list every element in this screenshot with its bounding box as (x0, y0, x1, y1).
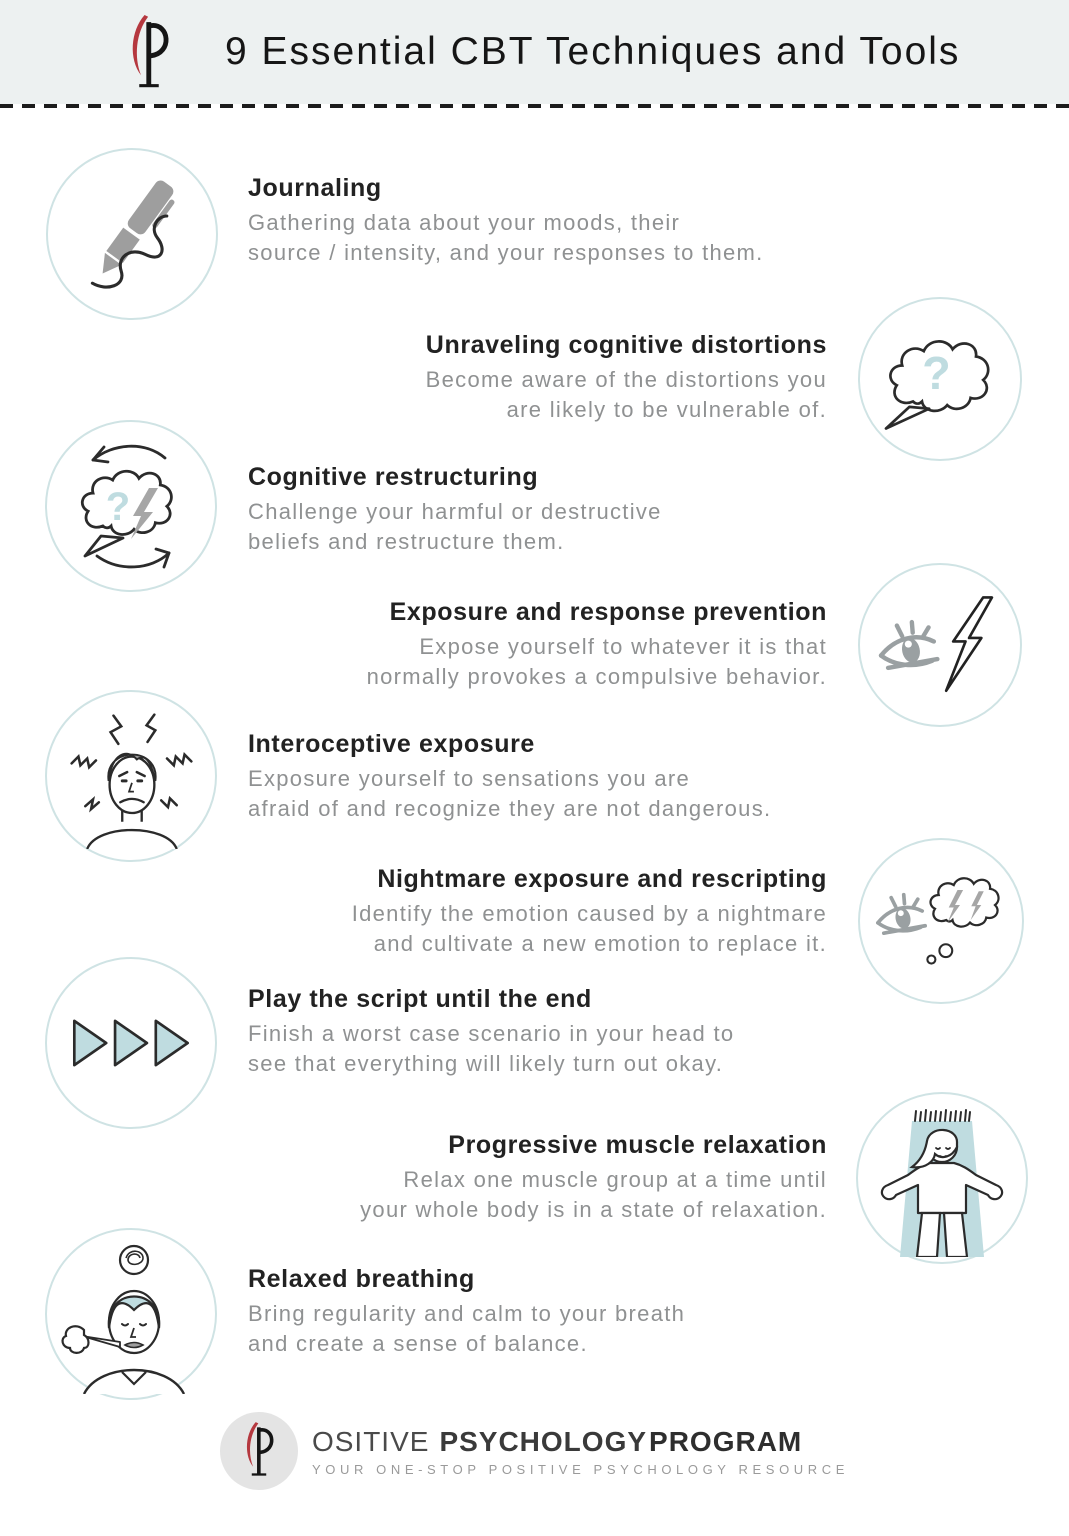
item-title: Unraveling cognitive distortions (425, 331, 827, 359)
item-desc-line: Bring regularity and calm to your breath (248, 1301, 686, 1326)
positive-psychology-logo-icon (236, 1417, 282, 1485)
brand-part-program: PROGRAM (649, 1425, 803, 1457)
brand-part-psychology: PSYCHOLOGY (439, 1425, 648, 1457)
item-relaxed-breathing (248, 1265, 685, 1359)
item-cognitive-restructuring (248, 463, 662, 557)
thought-cloud-question-icon (858, 297, 1022, 461)
header-band (0, 0, 1069, 104)
item-desc-line: your whole body is in a state of relaxation. (360, 1197, 827, 1222)
item-desc-line: and create a sense of balance. (248, 1331, 588, 1356)
item-desc-line: Become aware of the distortions you (425, 367, 827, 392)
brand-tagline: YOUR ONE-STOP POSITIVE PSYCHOLOGY RESOURCE (311, 1461, 850, 1477)
item-progressive-muscle-relaxation (360, 1131, 827, 1225)
item-title: Journaling (248, 174, 382, 202)
item-title: Interoceptive exposure (248, 730, 535, 758)
item-desc-line: Finish a worst case scenario in your head to (248, 1021, 735, 1046)
brand-name (312, 1426, 849, 1458)
person-on-mat-icon (856, 1092, 1028, 1264)
item-unraveling-cognitive-distortions (426, 331, 827, 425)
page-title: 9 Essential CBT Techniques and Tools (225, 30, 961, 73)
item-play-the-script (248, 985, 734, 1079)
item-desc-line: Identify the emotion caused by a nightmare (351, 901, 827, 926)
item-desc-line: source / intensity, and your responses to them. (248, 240, 764, 265)
item-desc-line: and cultivate a new emotion to replace it. (373, 931, 827, 956)
breathing-person-icon (45, 1228, 217, 1400)
item-nightmare-exposure-rescripting (352, 865, 827, 959)
item-journaling (248, 174, 764, 268)
item-title: Progressive muscle relaxation (448, 1131, 827, 1159)
item-desc-line: Expose yourself to whatever it is that (419, 634, 827, 659)
item-desc-line: Exposure yourself to sensations you are (248, 766, 691, 791)
item-exposure-response-prevention (367, 598, 827, 692)
brand-part-ositive: OSITIVE (311, 1425, 430, 1457)
item-title: Nightmare exposure and rescripting (377, 865, 827, 893)
item-interoceptive-exposure (248, 730, 771, 824)
item-desc-line: beliefs and restructure them. (248, 529, 565, 554)
item-title: Cognitive restructuring (248, 463, 539, 491)
item-title: Relaxed breathing (248, 1265, 475, 1293)
pen-icon (46, 148, 218, 320)
eye-nightmare-cloud-icon (858, 838, 1024, 1004)
item-desc-line: see that everything will likely turn out okay. (248, 1051, 724, 1076)
footer-brand-block (312, 1426, 849, 1477)
footer-logo-badge (220, 1412, 298, 1490)
item-desc-line: Gathering data about your moods, their (248, 210, 681, 235)
item-desc-line: Challenge your harmful or destructive (248, 499, 662, 524)
item-desc-line: normally provokes a compulsive behavior. (366, 664, 827, 689)
item-desc-line: afraid of and recognize they are not dangerous. (248, 796, 772, 821)
footer (0, 1412, 1069, 1490)
restructuring-cycle-icon (45, 420, 217, 592)
svg-text:?: ? (105, 485, 131, 529)
dashed-divider (0, 104, 1069, 108)
item-desc-line: Relax one muscle group at a time until (403, 1167, 827, 1192)
anxious-person-icon (45, 690, 217, 862)
svg-text:?: ? (922, 346, 951, 399)
eye-lightning-icon (858, 563, 1022, 727)
positive-psychology-logo-icon (118, 8, 180, 100)
play-triangles-icon (45, 957, 217, 1129)
item-desc-line: are likely to be vulnerable of. (506, 397, 827, 422)
item-title: Play the script until the end (248, 985, 592, 1013)
item-title: Exposure and response prevention (389, 598, 827, 626)
